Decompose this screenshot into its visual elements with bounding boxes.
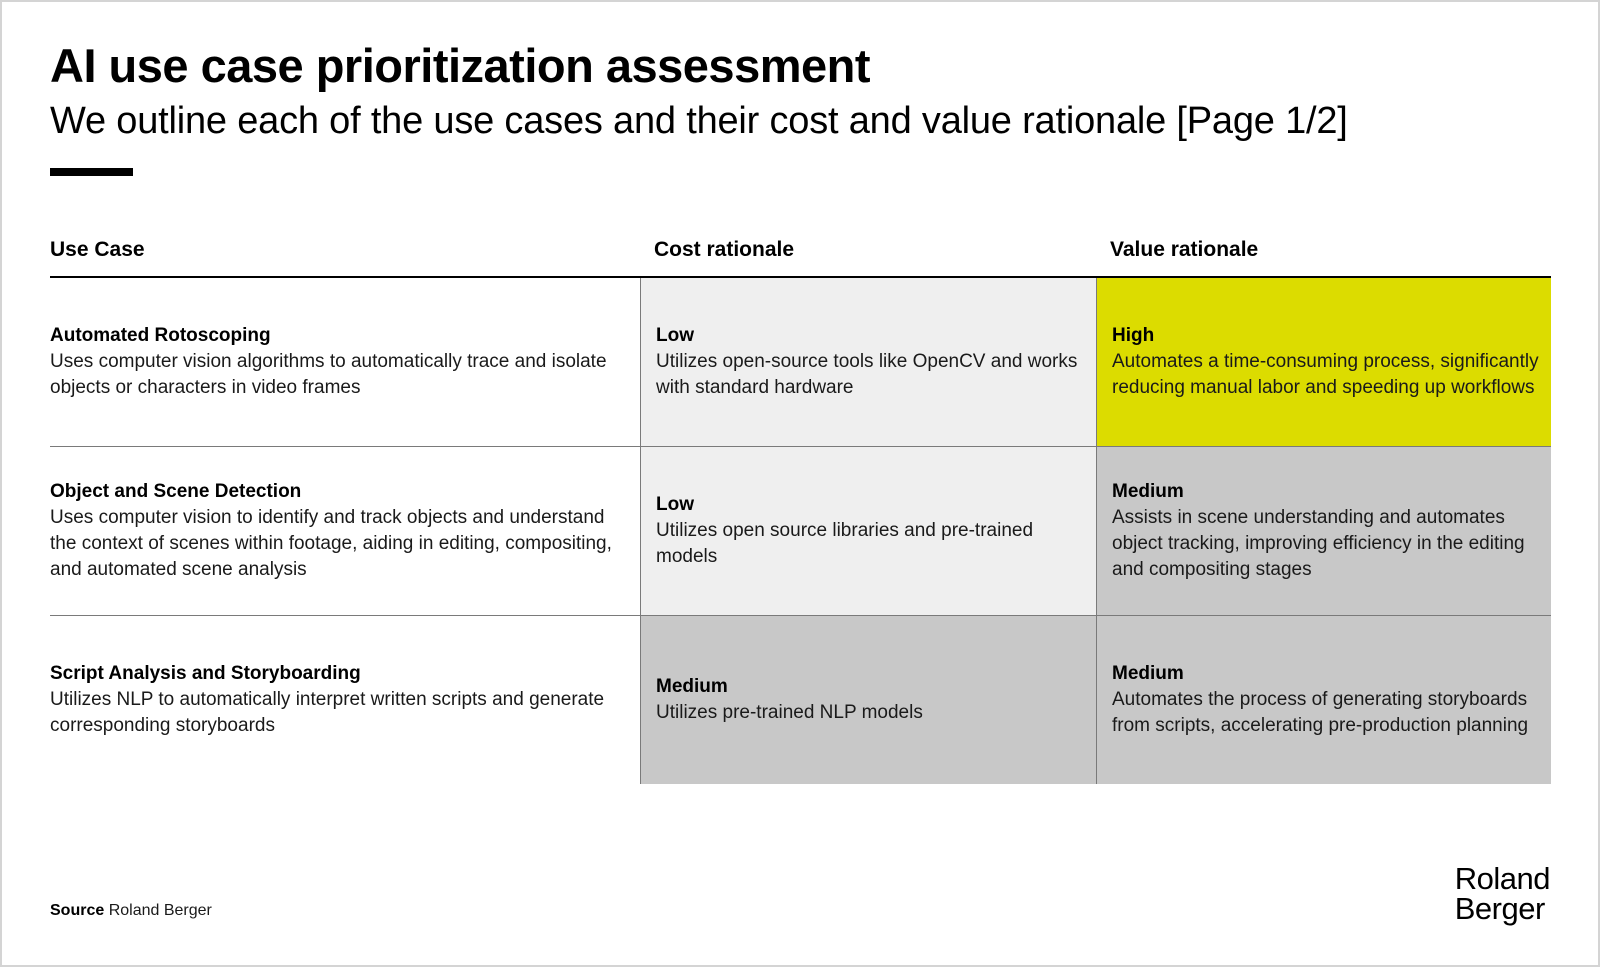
value-cell bbox=[1096, 616, 1551, 784]
table-row bbox=[50, 447, 1551, 616]
column-header-value: Value rationale bbox=[1110, 238, 1259, 261]
page-title: AI use case prioritization assessment bbox=[50, 39, 870, 92]
value-cell bbox=[1096, 278, 1551, 446]
logo-line-1: Roland bbox=[1454, 861, 1550, 896]
use-case-description: Uses computer vision to identify and track objects and understand the context of scenes within footage, aiding in editing, compositing, and automated scene analysis bbox=[50, 507, 612, 580]
cost-cell bbox=[640, 616, 1096, 784]
logo-line-2: Berger bbox=[1454, 891, 1545, 926]
company-logo bbox=[1454, 861, 1550, 926]
table-header-row bbox=[50, 238, 1551, 278]
source-note bbox=[50, 902, 212, 920]
cost-cell bbox=[640, 278, 1096, 446]
use-case-cell bbox=[50, 278, 640, 446]
value-rationale: Assists in scene understanding and automates object tracking, improving efficiency in the editing and compositing stages bbox=[1112, 507, 1525, 580]
value-level: Medium bbox=[1112, 663, 1184, 684]
cost-cell bbox=[640, 447, 1096, 615]
value-rationale: Automates the process of generating storyboards from scripts, accelerating pre-production planning bbox=[1112, 689, 1529, 736]
cost-level: Medium bbox=[656, 676, 728, 697]
use-case-description: Utilizes NLP to automatically interpret written scripts and generate corresponding storyboards bbox=[50, 689, 605, 736]
use-case-cell bbox=[50, 447, 640, 615]
value-level: High bbox=[1112, 325, 1155, 346]
use-case-description: Uses computer vision algorithms to automatically trace and isolate objects or characters in video frames bbox=[50, 351, 607, 398]
column-header-use-case: Use Case bbox=[50, 238, 145, 261]
table-row bbox=[50, 278, 1551, 447]
cost-rationale: Utilizes open source libraries and pre-trained models bbox=[656, 520, 1034, 567]
cost-level: Low bbox=[656, 494, 694, 515]
cost-level: Low bbox=[656, 325, 694, 346]
source-value: Roland Berger bbox=[108, 902, 212, 919]
value-cell bbox=[1096, 447, 1551, 615]
source-label: Source bbox=[50, 902, 105, 919]
column-header-cost: Cost rationale bbox=[654, 238, 795, 261]
value-rationale: Automates a time-consuming process, significantly reducing manual labor and speeding up workflows bbox=[1112, 351, 1539, 398]
cost-rationale: Utilizes open-source tools like OpenCV and works with standard hardware bbox=[656, 351, 1078, 398]
title-underline bbox=[50, 168, 133, 176]
use-case-cell bbox=[50, 616, 640, 784]
use-case-title: Automated Rotoscoping bbox=[50, 325, 271, 346]
use-case-title: Object and Scene Detection bbox=[50, 481, 302, 502]
table-row bbox=[50, 616, 1551, 784]
value-level: Medium bbox=[1112, 481, 1184, 502]
page-subtitle: We outline each of the use cases and their cost and value rationale [Page 1/2] bbox=[50, 100, 1348, 142]
use-case-title: Script Analysis and Storyboarding bbox=[50, 663, 361, 684]
cost-rationale: Utilizes pre-trained NLP models bbox=[656, 702, 923, 723]
assessment-table bbox=[50, 238, 1551, 784]
